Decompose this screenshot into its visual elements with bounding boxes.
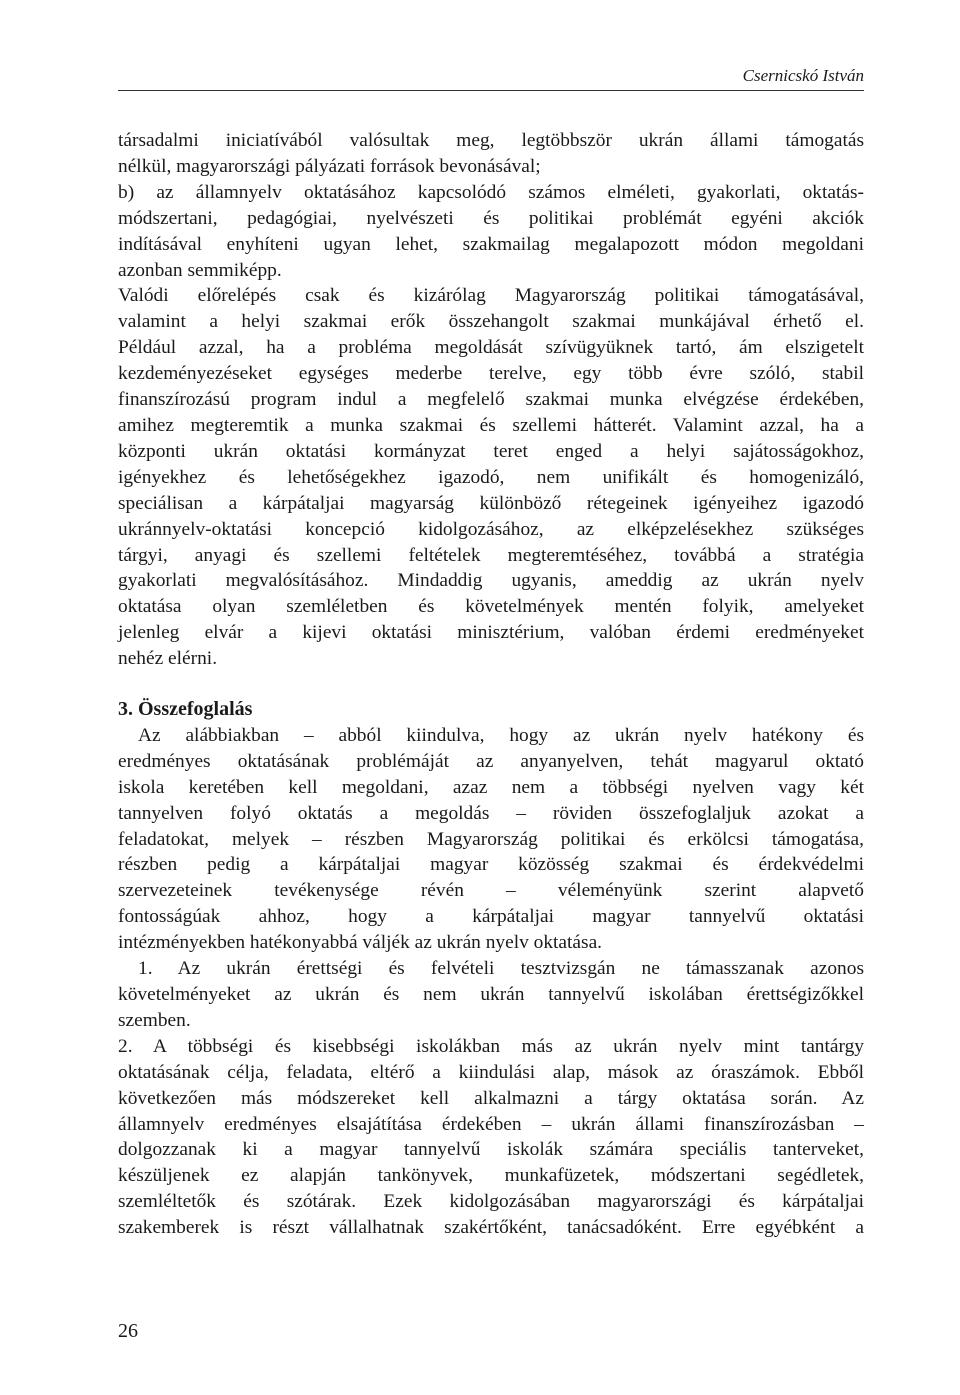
text-line: iskola keretében kell megoldani, azaz nem a többségi nyelven vagy két bbox=[118, 776, 864, 798]
page-number: 26 bbox=[118, 1320, 138, 1342]
text-line: eredményes oktatásának problémáját az anyanyelven, tehát magyarul oktató bbox=[118, 750, 864, 772]
section-heading: 3. Összefoglalás bbox=[118, 698, 253, 721]
paragraph-summary bbox=[118, 723, 864, 956]
text-line: szervezeteinek tevékenysége révén – véleményünk szerint alapvető bbox=[118, 880, 864, 902]
text-line: szemben. bbox=[118, 1009, 191, 1031]
text-line: következően más módszereket kell alkalmazni a tárgy oktatása során. Az bbox=[118, 1087, 864, 1109]
text-line: fontosságúak ahhoz, hogy a kárpátaljai magyar tannyelvű oktatási bbox=[118, 906, 864, 928]
text-line: nélkül, magyarországi pályázati források bevonásával; bbox=[118, 155, 541, 177]
list-item-1 bbox=[118, 956, 864, 1034]
text-line: dolgozzanak ki a magyar tannyelvű iskolák számára speciális tanterveket, bbox=[118, 1139, 864, 1161]
text-line: valamint a helyi szakmai erők összehangolt szakmai munkájával érhető el. bbox=[118, 311, 864, 333]
text-line: államnyelv eredményes elsajátítása érdekében – ukrán állami finanszírozásban – bbox=[118, 1113, 864, 1135]
text-line: módszertani, pedagógiai, nyelvészeti és politikai problémát egyéni akciók bbox=[118, 207, 864, 229]
paragraph-progress bbox=[118, 283, 864, 672]
text-line: szemléltetők és szótárak. Ezek kidolgozásában magyarországi és kárpátaljai bbox=[118, 1191, 864, 1213]
text-line: Például azzal, ha a probléma megoldását szívügyüknek tartó, ám elszigetelt bbox=[118, 337, 864, 359]
text-line: azonban semmiképp. bbox=[118, 259, 282, 281]
text-line: igényekhez és lehetőségekhez igazodó, nem unifikált és homogenizáló, bbox=[118, 466, 864, 488]
text-line: kezdeményezéseket egységes mederbe terelve, egy több évre szóló, stabil bbox=[118, 363, 864, 385]
text-line: gyakorlati megvalósításához. Mindaddig ugyanis, ameddig az ukrán nyelv bbox=[118, 570, 864, 592]
text-line: készüljenek ez alapján tankönyvek, munkafüzetek, módszertani segédletek, bbox=[118, 1165, 864, 1187]
text-line: társadalmi iniciatívából valósultak meg, legtöbbször ukrán állami támogatás bbox=[118, 130, 864, 151]
text-line: tannyelven folyó oktatás a megoldás – röviden összefoglaljuk azokat a bbox=[118, 802, 864, 824]
text-line: tárgyi, anyagi és szellemi feltételek megteremtéséhez, továbbá a stratégia bbox=[118, 544, 864, 566]
text-line: oktatásának célja, feladata, eltérő a kiindulási alap, mások az óraszámok. Ebből bbox=[118, 1061, 864, 1083]
paragraph-continuation bbox=[118, 128, 864, 180]
text-line: 2. A többségi és kisebbségi iskolákban más az ukrán nyelv mint tantárgy bbox=[118, 1035, 864, 1057]
text-line: feladatokat, melyek – részben Magyarország politikai és erkölcsi támogatása, bbox=[118, 828, 864, 850]
text-line: Valódi előrelépés csak és kizárólag Magyarország politikai támogatásával, bbox=[118, 285, 864, 307]
running-header: Csernicskó István bbox=[118, 66, 864, 91]
text-line: szakemberek is részt vállalhatnak szakértőként, tanácsadóként. Erre egyébként a bbox=[118, 1217, 864, 1239]
text-line: nehéz elérni. bbox=[118, 648, 218, 670]
text-line: amihez megteremtik a munka szakmai és szellemi hátterét. Valamint azzal, ha a bbox=[118, 414, 864, 436]
text-line: Az alábbiakban – abból kiindulva, hogy az ukrán nyelv hatékony és bbox=[138, 724, 864, 746]
paragraph-item-b bbox=[118, 180, 864, 284]
text-line: b) az államnyelv oktatásához kapcsolódó számos elméleti, gyakorlati, oktatás- bbox=[118, 181, 864, 203]
text-line: 1. Az ukrán érettségi és felvételi tesztvizsgán ne támasszanak azonos bbox=[138, 958, 864, 980]
text-line: részben pedig a kárpátaljai magyar közösség szakmai és érdekvédelmi bbox=[118, 854, 864, 876]
text-line: követelményeket az ukrán és nem ukrán tannyelvű iskolában érettségizőkkel bbox=[118, 984, 864, 1005]
body-text bbox=[118, 128, 864, 1241]
text-line: oktatása olyan szemléletben és követelmények mentén folyik, amelyeket bbox=[118, 596, 864, 618]
text-line: indításával enyhíteni ugyan lehet, szakmailag megalapozott módon megoldani bbox=[118, 233, 864, 255]
text-line: jelenleg elvár a kijevi oktatási minisztérium, valóban érdemi eredményeket bbox=[118, 622, 864, 644]
text-line: ukránnyelv-oktatási koncepció kidolgozásához, az elképzelésekhez szükséges bbox=[118, 518, 864, 540]
text-line: speciálisan a kárpátaljai magyarság különböző rétegeinek igényeihez igazodó bbox=[118, 492, 864, 514]
text-line: finanszírozású program indul a megfelelő szakmai munka elvégzése érdekében, bbox=[118, 389, 864, 411]
text-line: központi ukrán oktatási kormányzat teret enged a helyi sajátosságokhoz, bbox=[118, 440, 864, 462]
text-line: intézményekben hatékonyabbá váljék az ukrán nyelv oktatása. bbox=[118, 932, 603, 954]
list-item-2 bbox=[118, 1034, 864, 1241]
